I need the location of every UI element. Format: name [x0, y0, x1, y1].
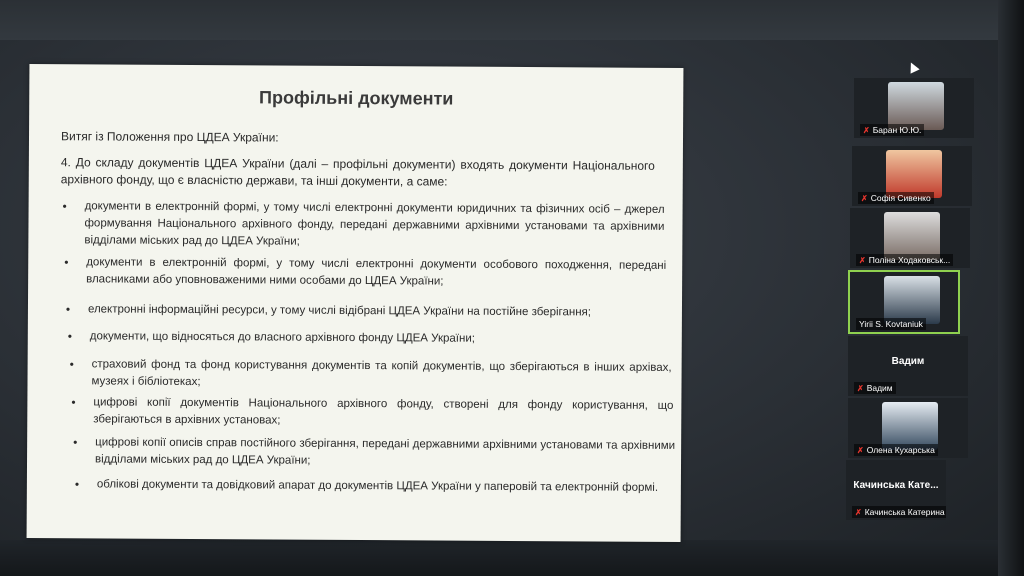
- participant-tile-active[interactable]: [848, 270, 960, 334]
- participant-name: Yirii S. Kovtaniuk: [856, 318, 926, 330]
- mic-muted-icon: ✗: [857, 384, 864, 393]
- participant-video: [884, 212, 940, 260]
- participant-name: ✗ Баран Ю.Ю.: [860, 124, 924, 136]
- slide-bullet: • страховий фонд та фонд користування документів та копій документів, що зберігаються в інших архівах, музеях і бібліотеках;: [69, 357, 672, 389]
- mouse-cursor-icon: [906, 60, 919, 73]
- screen-edge: [998, 0, 1024, 576]
- slide-bullet: • електронні інформаційні ресурси, у тому числі відібрані ЦДЕА України на постійне зберігання;: [65, 302, 592, 319]
- slide-intro: Витяг із Положення про ЦДЕА України:: [60, 129, 279, 145]
- participant-display-name: Качинська Кате...: [853, 480, 939, 491]
- slide-bullet: • облікові документи та довідковий апарат до документів ЦДЕА України у паперовій та електронній формі.: [74, 477, 659, 494]
- presentation-slide: [27, 64, 684, 542]
- participant-video: [884, 276, 940, 324]
- participant-name: ✗ Качинська Катерина: [852, 506, 946, 518]
- slide-paragraph: 4. До складу документів ЦДЕА України (далі – профільні документи) входять документи Національного архівного фонду, що є власністю держави, та інші документи, а саме:: [60, 155, 655, 189]
- mic-muted-icon: ✗: [861, 194, 868, 203]
- participant-video: [888, 82, 944, 130]
- participant-video: [886, 150, 942, 198]
- participant-tile[interactable]: [848, 336, 968, 396]
- participant-tile[interactable]: [846, 460, 946, 520]
- slide-bullet: • документи, що відносяться до власного архівного фонду ЦДЕА України;: [67, 329, 476, 345]
- slide-title: Профільні документи: [259, 87, 454, 109]
- participant-name: ✗ Олена Кухарська: [854, 444, 938, 456]
- participant-name: ✗ Поліна Ходаковськ...: [856, 254, 953, 266]
- mic-muted-icon: ✗: [859, 256, 866, 265]
- screen-bezel-bottom: [0, 540, 1024, 576]
- slide-bullet: • цифрові копії документів Національного архівного фонду, створені для фонду користування, що зберігаються в архівних установах;: [71, 395, 674, 427]
- slide-bullet: • документи в електронній формі, у тому числі електронні документи особового походження, передані власниками або уповноваженими ними особами до ЦДЕА України;: [64, 255, 667, 288]
- participant-name: ✗ Вадим: [854, 382, 896, 394]
- mic-muted-icon: ✗: [857, 446, 864, 455]
- participant-video: [882, 402, 938, 450]
- participant-tile[interactable]: [854, 78, 974, 138]
- mic-muted-icon: ✗: [855, 508, 862, 517]
- participant-tile[interactable]: [848, 398, 968, 458]
- participant-tile[interactable]: [850, 208, 970, 268]
- slide-bullet: • цифрові копії описів справ постійного зберігання, передані державними архівними установами та архівними відділами міських рад до ЦДЕА України;: [73, 435, 676, 467]
- slide-bullet: • документи в електронній формі, у тому числі електронні документи юридичних та фізичних осіб – джерел формування Національного архівного фонду, передані державними архівними установами та архівними відділами міських рад до ЦДЕА України;: [62, 199, 665, 248]
- mic-muted-icon: ✗: [863, 126, 870, 135]
- participant-tile[interactable]: [852, 146, 972, 206]
- screen-bezel-top: [0, 0, 1024, 40]
- participant-display-name: Вадим: [891, 356, 925, 367]
- participant-name: ✗ Софія Сивенко: [858, 192, 934, 204]
